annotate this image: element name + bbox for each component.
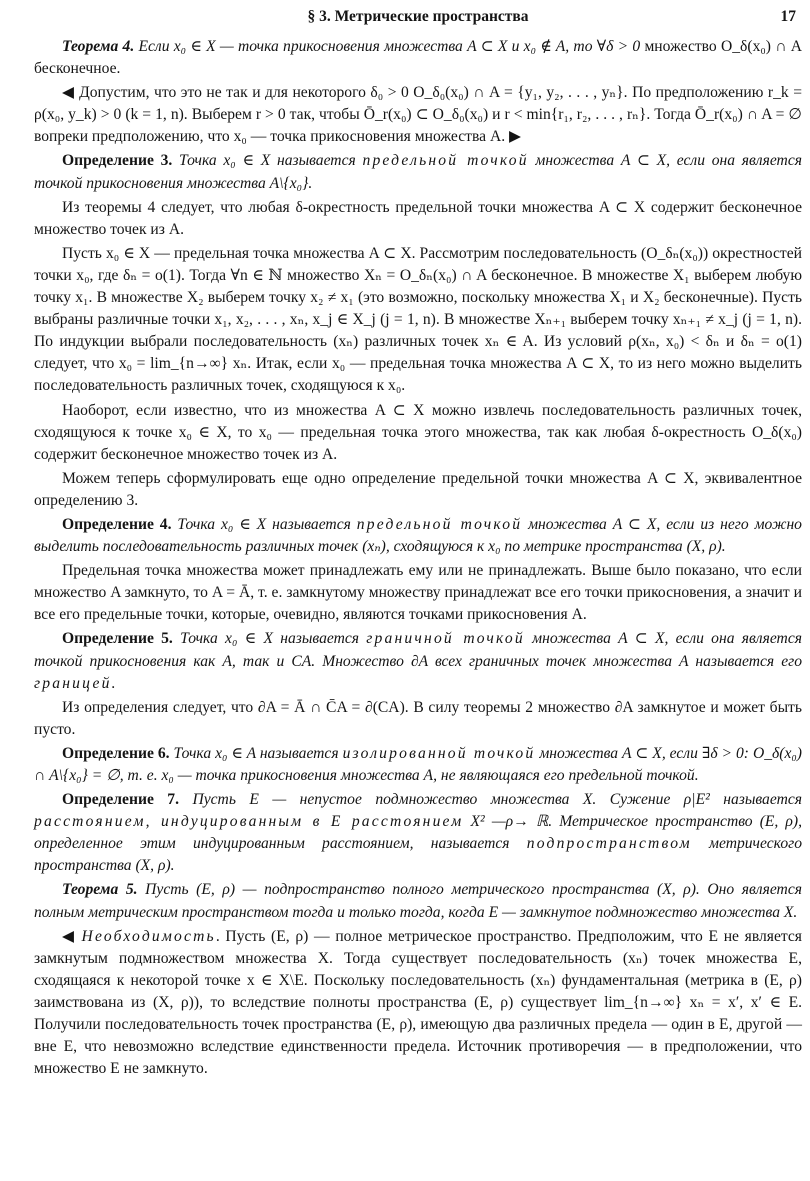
italic-text: множества A ⊂ X, если ∃δ > 0: O_δ(x₀) ∩ A\{x₀} = ∅, т. е. x₀ — точка прикосновения множества A, не являющаяся его предельной точкой. — [34, 744, 802, 784]
text-run: множество O_δ(x₀) ∩ A бесконечное. — [34, 38, 803, 78]
paragraph — [34, 468, 802, 512]
italic-text: Точка x₀ ∈ X называется — [172, 152, 363, 170]
spaced-term: изолированной точкой — [342, 744, 536, 762]
italic-text: множества A ⊂ X, если из него можно выделить последовательность различных точек (xₙ), сходящуюся к x₀ по метрике пространства (X, ρ). — [34, 515, 802, 556]
paragraph — [34, 197, 802, 241]
paragraph — [34, 560, 802, 626]
theorem-4 — [34, 36, 802, 80]
italic-text: множества A ⊂ X, если она является точкой прикосновения как A, так и CA. Множество ∂A всех граничных точек множества A называется его — [34, 630, 802, 670]
spaced-term: расстоянием, индуцированным в E расстоянием — [34, 813, 464, 831]
block-label: Определение 5. — [62, 630, 173, 648]
block-label: Теорема 5. — [62, 881, 138, 899]
page-header — [34, 6, 802, 30]
italic-text: Если x₀ ∈ X — точка прикосновения множества A ⊂ X и x₀ ∉ A, то ∀δ > 0 — [134, 38, 641, 55]
italic-text: X² —ρ→ ℝ. Метрическое пространство (E, ρ), определенное этим индуцированным расстоянием, называется — [34, 813, 803, 853]
spaced-term: предельной точкой — [362, 152, 529, 170]
definition-5 — [34, 628, 802, 694]
italic-text: Точка x₀ ∈ A называется — [169, 744, 343, 762]
block-label: Теорема 4. — [62, 38, 135, 55]
block-label: Определение 6. — [62, 744, 170, 762]
definition-7 — [34, 789, 802, 877]
block-label: Определение 7. — [62, 791, 180, 809]
proof-theorem-5 — [34, 926, 802, 1081]
italic-text: . — [111, 674, 116, 692]
text-run: . Пусть (E, ρ) — полное метрическое пространство. Предположим, что E не является замкнутым подмножеством множества X. Тогда существует последовательность (xₙ) точек множества E, сходящаяся к некоторой точке x ∈ X\E. Поскольку последовательность (xₙ) фундаментальная (метрика в (E, ρ) заимствована из (X, ρ)), то вследствие полноты пространства (E, ρ) существует lim_{n→∞} xₙ = x′, x′ ∈ E. Получили последовательность точек пространства (E, ρ), имеющую два различных предела — один в E, другой — вне E, что невозможно вследствие единственности предела. Источник противоречия — в предположении, что множество E не замкнуто. — [34, 927, 802, 1078]
italic-text: Пусть E — непустое подмножество множества X. Сужение ρ|E² называется — [179, 791, 802, 809]
page-body — [34, 36, 802, 1080]
paragraph — [34, 243, 802, 398]
italic-text: множества A ⊂ X, если она является точкой прикосновения множества A\{x₀}. — [34, 152, 802, 192]
text-run: Из теоремы 4 следует, что любая δ-окрестность предельной точки множества A ⊂ X содержит бесконечное множество точек из A. — [34, 198, 802, 238]
definition-4 — [34, 514, 802, 558]
proof-theorem-4 — [34, 82, 802, 148]
text-run: Пусть x₀ ∈ X — предельная точка множества A ⊂ X. Рассмотрим последовательность (O_δₙ(x₀)) окрестностей точки x₀, где δₙ = o(1). Тогда ∀n ∈ ℕ множество Xₙ = O_δₙ(x₀) ∩ A бесконечное. В множестве X₁ выберем любую точку x₁. В множестве X₂ выберем точку x₂ ≠ x₁ (это возможно, поскольку множества X₁ и X₂ бесконечные). Пусть выбраны различные точки x₁, x₂, . . . , xₙ, x_j ∈ X_j (j = 1, n). В множестве Xₙ₊₁ выберем точку xₙ₊₁ ≠ x_j (j = 1, n). По индукции выбрали последовательность (xₙ) различных точек xₙ ∈ A. Из условий ρ(xₙ, x₀) < δₙ и δₙ = o(1) следует, что x₀ = lim_{n→∞} xₙ. Итак, если x₀ — предельная точка множества A ⊂ X, то из него можно выделить последовательность различных точек, сходящуюся к x₀. — [34, 244, 802, 395]
block-label: Определение 3. — [62, 152, 173, 170]
definition-6 — [34, 743, 802, 787]
block-label: Определение 4. — [62, 515, 172, 533]
text-run: Наоборот, если известно, что из множества A ⊂ X можно извлечь последовательность различных точек, сходящуюся к точке x₀ ∈ X, то x₀ — предельная точка этого множества, так как любая δ-окрестность O_δ(x₀) содержит бесконечное множество точек из A. — [34, 401, 802, 463]
spaced-term: подпространством — [526, 835, 692, 853]
italic-text: Точка x₀ ∈ X называется — [172, 630, 367, 648]
spaced-term: предельной точкой — [356, 515, 523, 533]
text-run: ◀ — [62, 927, 82, 945]
italic-text: Точка x₀ ∈ X называется — [171, 515, 357, 533]
definition-3 — [34, 150, 802, 194]
paragraph — [34, 400, 802, 466]
text-run: Предельная точка множества может принадлежать ему или не принадлежать. Выше было показано, что если множество A замкнуто, то A = Ā, т. е. замкнутому множеству принадлежат все его точки прикосновения, а значит и все его предельные точки, которые, очевидно, являются точками прикосновения A. — [34, 562, 802, 624]
italic-text: метрического пространства (X, ρ). — [34, 835, 803, 875]
paragraph — [34, 697, 802, 741]
spaced-term: граничной точкой — [366, 630, 525, 648]
page-number: 17 — [780, 8, 796, 25]
spaced-term: Необходимость — [81, 927, 216, 945]
text-run: Из определения следует, что ∂A = Ā ∩ C̄A = ∂(CA). В силу теоремы 2 множество ∂A замкнутое и может быть пусто. — [34, 698, 802, 738]
italic-text: Пусть (E, ρ) — подпространство полного метрического пространства (X, ρ). Оно является полным метрическим пространством тогда и только тогда, когда E — замкнутое подмножество множества X. — [34, 881, 802, 921]
theorem-5 — [34, 879, 802, 923]
spaced-term: границей — [34, 674, 112, 692]
running-title: § 3. Метрические пространства — [307, 8, 529, 25]
text-run: Можем теперь сформулировать еще одно определение предельной точки множества A ⊂ X, эквивалентное определению 3. — [34, 469, 802, 509]
text-run: ◀ Допустим, что это не так и для некоторого δ₀ > 0 O_δ₀(x₀) ∩ A = {y₁, y₂, . . . , yₙ}. По предположению r_k = ρ(x₀, y_k) > 0 (k = 1, n). Выберем r > 0 так, чтобы Ō_r(x₀) ⊂ O_δ₀(x₀) и r < min{r₁, r₂, . . . , rₙ}. Тогда Ō_r(x₀) ∩ A = ∅ вопреки предположению, что x₀ — точка прикосновения множества A. ▶ — [34, 84, 802, 146]
